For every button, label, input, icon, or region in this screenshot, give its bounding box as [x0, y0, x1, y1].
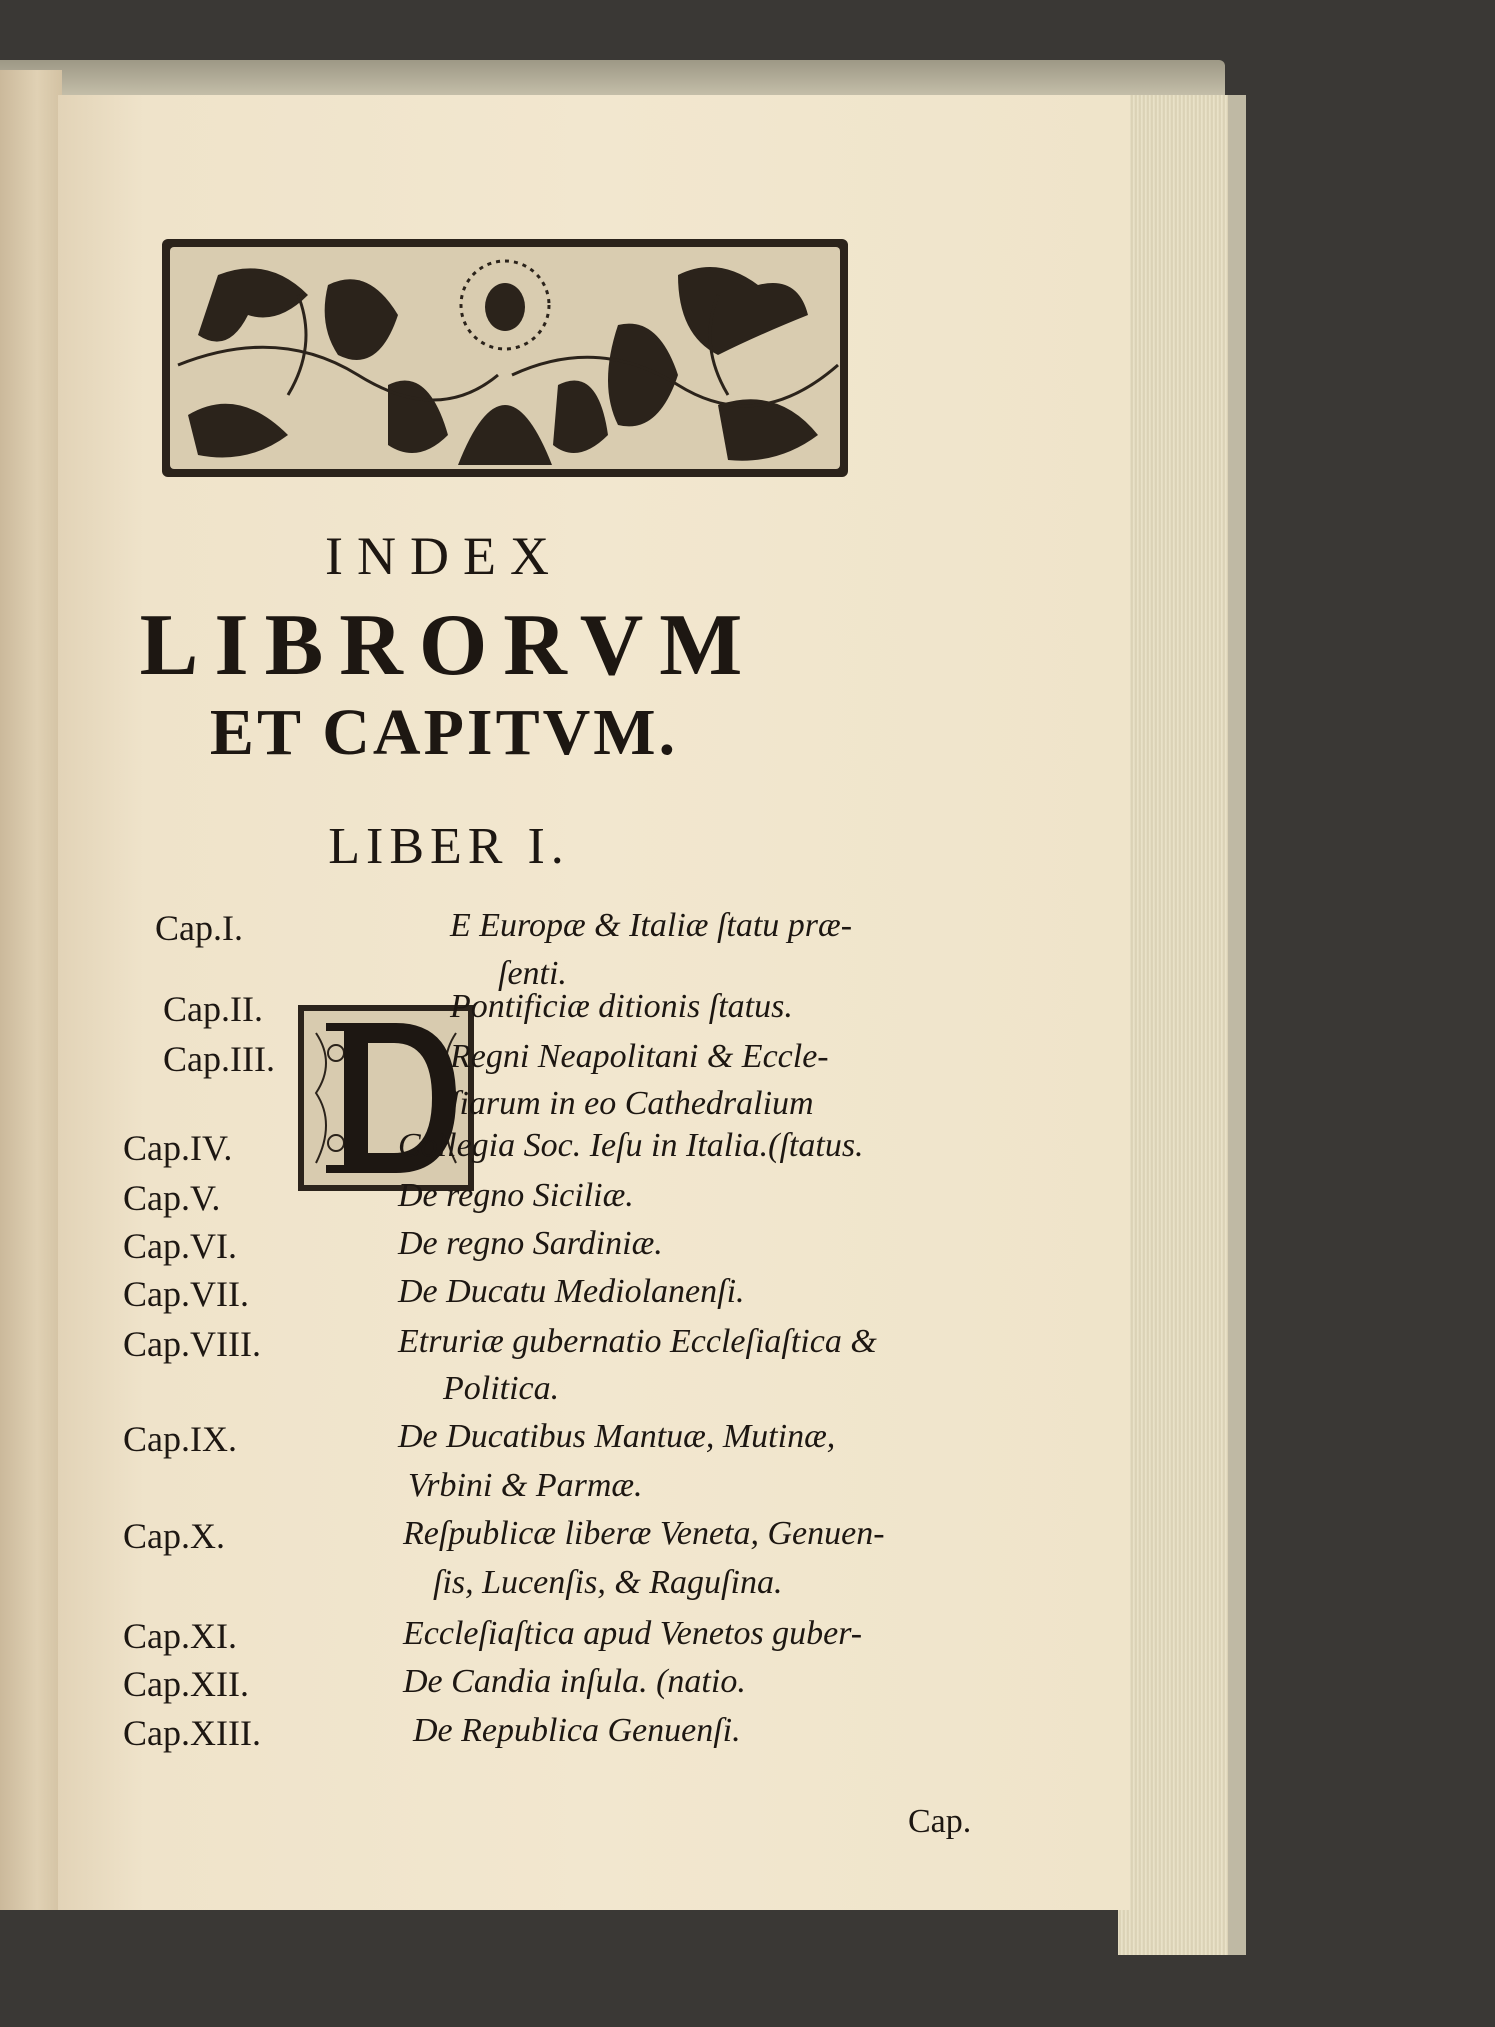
- chapter-label: Cap.VIII.: [123, 1324, 261, 1364]
- chapter-title-continuation: Politica.: [443, 1370, 560, 1407]
- chapter-title: De Candia inſula. (natio.: [403, 1663, 746, 1700]
- chapter-title: Collegia Soc. Ieſu in Italia.(ſtatus.: [398, 1127, 864, 1164]
- chapter-label: Cap.VI.: [123, 1226, 237, 1266]
- woodcut-headpiece-icon: [158, 235, 852, 481]
- chapter-label: Cap.II.: [163, 989, 263, 1029]
- chapter-title-continuation: ſiarum in eo Cathedralium: [450, 1085, 814, 1122]
- chapter-label: Cap.VII.: [123, 1274, 249, 1314]
- chapter-title: De Ducatu Mediolanenſi.: [398, 1273, 745, 1310]
- chapter-label: Cap.XII.: [123, 1664, 249, 1704]
- chapter-title: E Europæ & Italiæ ſtatu præ-: [450, 907, 853, 944]
- book-page: [58, 95, 1130, 1910]
- page-block-edge: [1118, 95, 1246, 1955]
- chapter-title: De regno Sardiniæ.: [398, 1225, 663, 1262]
- chapter-title: Etruriæ gubernatio Eccleſiaſtica &: [398, 1323, 877, 1360]
- left-page: [0, 70, 62, 1910]
- cover-top-edge: [0, 60, 1225, 100]
- chapter-title: Eccleſiaſtica apud Venetos guber-: [403, 1615, 863, 1652]
- chapter-label: Cap.I.: [155, 908, 243, 948]
- chapter-title: Pontificiæ ditionis ſtatus.: [450, 988, 793, 1025]
- capitum-heading: ET CAPITVM.: [209, 696, 679, 769]
- chapter-label: Cap.IX.: [123, 1419, 237, 1459]
- chapter-title: De regno Siciliæ.: [398, 1177, 634, 1214]
- chapter-title: Reſpublicæ liberæ Veneta, Genuen-: [403, 1515, 885, 1552]
- chapter-title: Regni Neapolitani & Eccle-: [450, 1038, 829, 1075]
- catchword: Cap.: [908, 1803, 972, 1840]
- index-heading: INDEX: [325, 526, 563, 586]
- librorum-heading: LIBRORVM: [139, 597, 759, 694]
- chapter-label: Cap.IV.: [123, 1128, 233, 1168]
- chapter-title-continuation: ſenti.: [498, 955, 567, 992]
- chapter-title-continuation: ſis, Lucenſis, & Raguſina.: [433, 1564, 783, 1601]
- chapter-label: Cap.V.: [123, 1178, 221, 1218]
- chapter-label: Cap.XI.: [123, 1616, 237, 1656]
- chapter-label: Cap.XIII.: [123, 1713, 261, 1753]
- chapter-label: Cap.X.: [123, 1516, 225, 1556]
- chapter-title: De Republica Genuenſi.: [413, 1712, 741, 1749]
- chapter-title: De Ducatibus Mantuæ, Mutinæ,: [398, 1418, 836, 1455]
- liber-heading: LIBER I.: [328, 818, 570, 875]
- chapter-label: Cap.III.: [163, 1039, 275, 1079]
- chapter-title-continuation: Vrbini & Parmæ.: [408, 1467, 643, 1504]
